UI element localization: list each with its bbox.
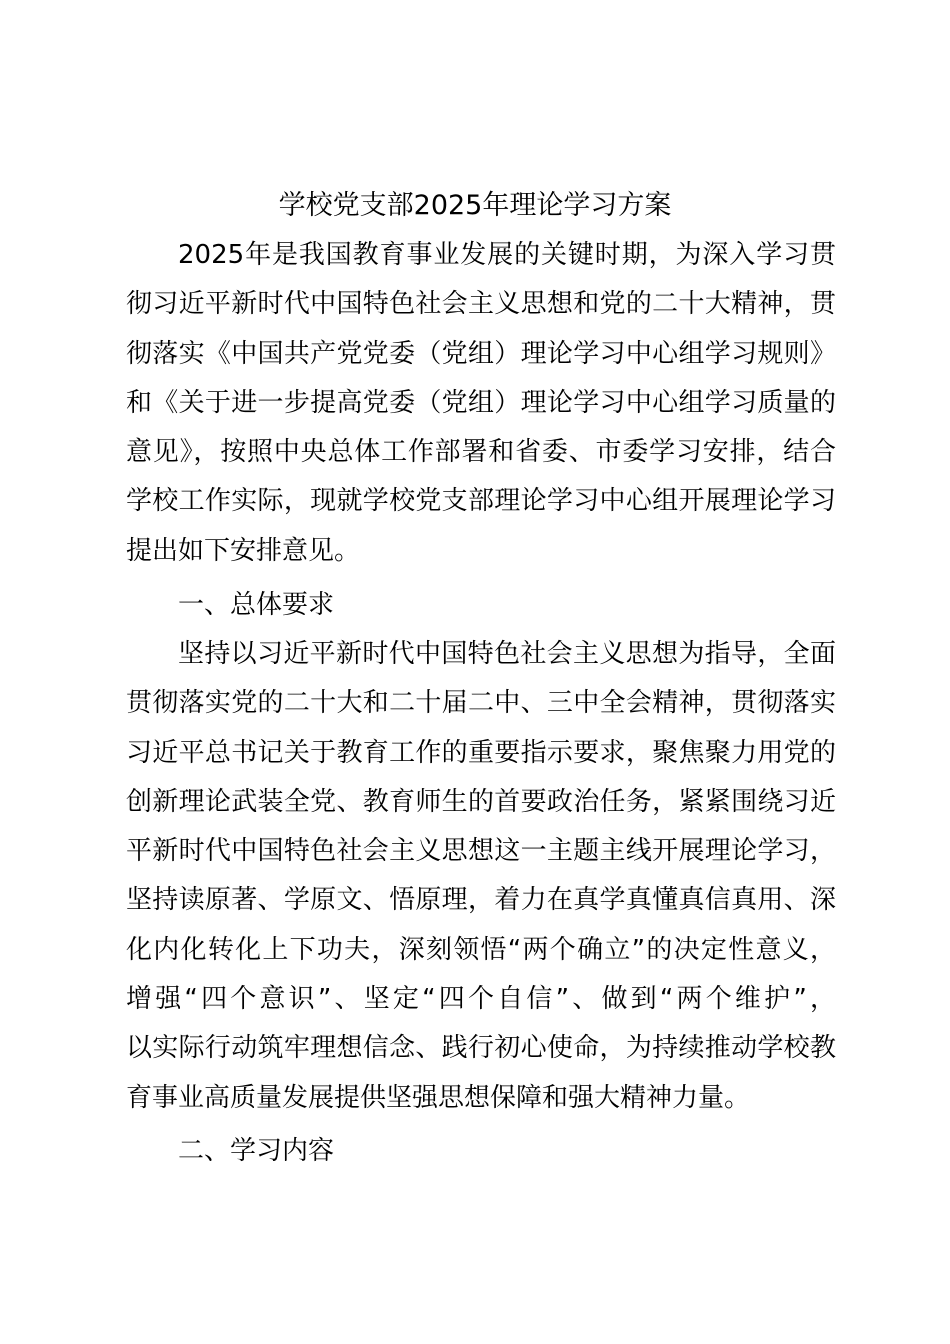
general-requirements-paragraph [126,630,836,1123]
paragraph-line: 彻习近平新时代中国特色社会主义思想和党的二十大精神，贯 [126,289,836,320]
paragraph-line: 育事业高质量发展提供坚强思想保障和强大精神力量。 [126,1082,751,1113]
document-title: 学校党支部2025年理论学习方案 [278,190,672,221]
paragraph-line: 贯彻落实党的二十大和二十届二中、三中全会精神，贯彻落实 [126,688,836,719]
paragraph-line: 创新理论武装全党、教育师生的首要政治任务，紧紧围绕习近 [126,786,836,817]
paragraph-line: 2025年是我国教育事业发展的关键时期，为深入学习贯 [178,240,836,270]
section-heading-study-content: 二、学习内容 [178,1136,335,1166]
paragraph-line: 彻落实《中国共产党党委（党组）理论学习中心组学习规则》 [126,338,836,369]
intro-paragraph [126,231,836,576]
section-heading-general-requirements: 一、总体要求 [178,590,335,620]
paragraph-line: 意见》，按照中央总体工作部署和省委、市委学习安排，结合 [126,437,836,468]
paragraph-line: 学校工作实际，现就学校党支部理论学习中心组开展理论学习 [126,486,836,517]
paragraph-line: 习近平总书记关于教育工作的重要指示要求，聚焦聚力用党的 [126,737,836,768]
paragraph-line: 和《关于进一步提高党委（党组）理论学习中心组学习质量的 [126,387,836,418]
paragraph-line: 提出如下安排意见。 [126,535,361,566]
paragraph-line: 平新时代中国特色社会主义思想这一主题主线开展理论学习， [126,836,836,867]
paragraph-line: 以实际行动筑牢理想信念、践行初心使命，为持续推动学校教 [126,1033,836,1064]
paragraph-line: 增强“四个意识”、坚定“四个自信”、做到“两个维护”， [126,984,836,1015]
paragraph-line: 化内化转化上下功夫，深刻领悟“两个确立”的决定性意义， [126,934,836,965]
paragraph-line: 坚持以习近平新时代中国特色社会主义思想为指导，全面 [178,639,836,669]
paragraph-line: 坚持读原著、学原文、悟原理，着力在真学真懂真信真用、深 [126,885,836,916]
